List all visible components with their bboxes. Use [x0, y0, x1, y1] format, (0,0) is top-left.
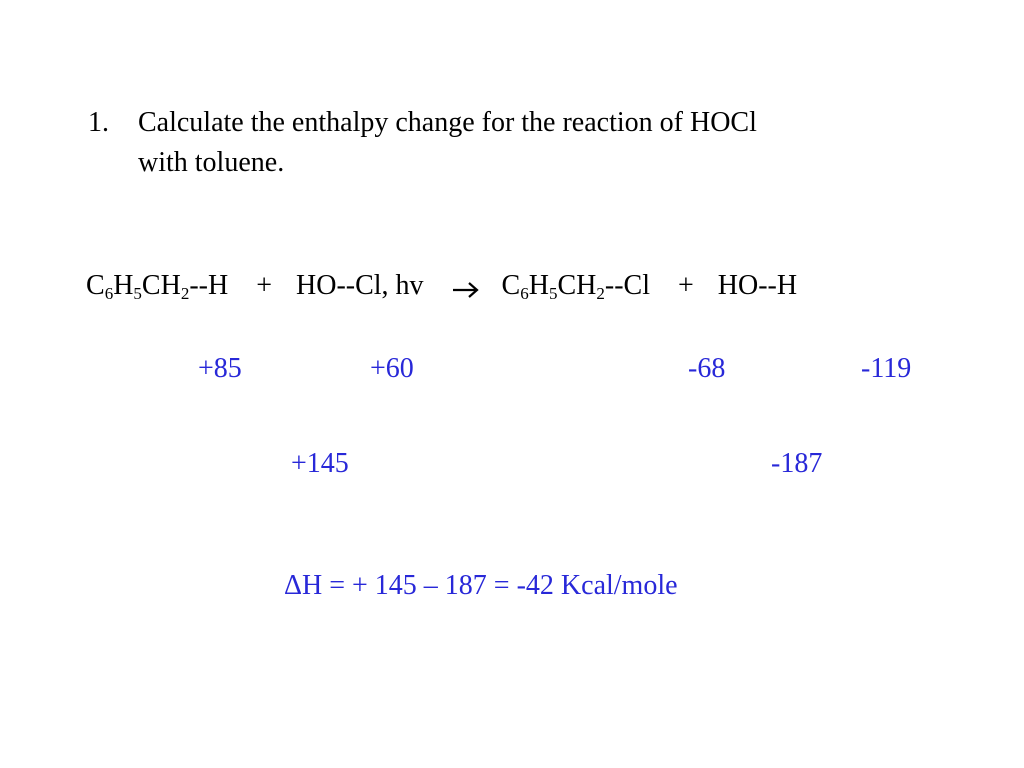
reactant-hocl: HO--Cl, hv	[296, 270, 424, 301]
product-benzyl-h: H	[528, 270, 549, 301]
product-benzyl-sub-2: 5	[548, 284, 558, 303]
question-number: 1.	[88, 107, 109, 138]
right-arrow-icon	[450, 280, 482, 300]
plus-sign-2: +	[677, 270, 694, 301]
product-benzyl-ch: CH	[557, 270, 597, 301]
reactant-toluene-h: H	[113, 270, 134, 301]
reactant-toluene-bond: --H	[189, 270, 229, 301]
question-line-1	[88, 103, 948, 143]
product-benzyl-sub-1: 6	[520, 284, 529, 303]
ch-bond-energy: +85	[198, 353, 242, 384]
reactant-toluene-sub-3: 2	[180, 284, 190, 303]
enthalpy-result: ΔH = + 145 – 187 = -42 Kcal/mole	[284, 570, 678, 601]
bonds-broken-sum: +145	[291, 448, 349, 479]
reactant-toluene-sub-1: 6	[104, 284, 114, 303]
question-line-2: with toluene.	[138, 147, 285, 178]
ocl-bond-energy: +60	[370, 353, 414, 384]
plus-sign-1: +	[256, 270, 272, 301]
reaction-equation	[86, 266, 797, 314]
reactant-toluene-c: C	[86, 270, 105, 301]
product-benzyl-sub-3: 2	[596, 284, 605, 303]
bonds-formed-sum: -187	[771, 448, 823, 479]
oh-bond-energy: -119	[861, 353, 912, 384]
reactant-toluene	[86, 270, 228, 301]
product-water: HO--H	[717, 270, 798, 301]
product-benzyl-c: C	[501, 270, 521, 301]
question-line-1-text: Calculate the enthalpy change for the reaction of HOCl	[138, 107, 757, 138]
reactant-toluene-sub-2: 5	[133, 284, 142, 303]
question-text	[88, 103, 948, 183]
product-benzyl-bond: --Cl	[604, 270, 650, 301]
product-benzyl-chloride	[502, 270, 650, 301]
reactant-toluene-ch: CH	[141, 270, 181, 301]
ccl-bond-energy: -68	[688, 353, 726, 384]
